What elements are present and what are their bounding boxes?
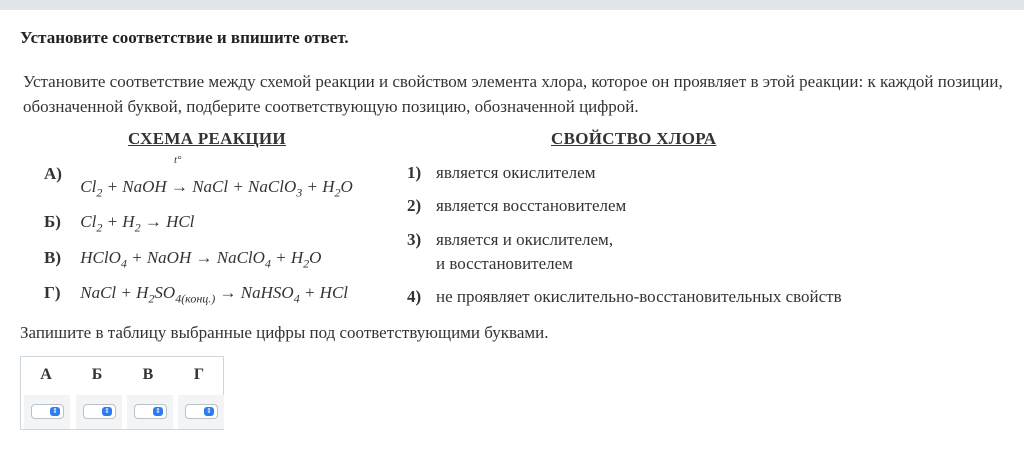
reaction-formula: $Cl_2$ + NaOH → t° NaCl + NaClO$_3$ + $H_2O$	[80, 154, 353, 200]
reaction-d	[44, 283, 348, 306]
task-description: Установите соответствие между схемой реакции и свойством элемента хлора, которое он проявляет в этой реакции: к каждой позиции, обозначенной буквой, подберите соответствующую позицию, обозначенной цифрой.	[23, 72, 1003, 116]
reaction-c	[44, 248, 321, 271]
property-number: 4)	[407, 287, 422, 306]
property-4	[407, 285, 842, 309]
answer-table	[20, 356, 224, 430]
property-text: не проявляет окислительно-восстановительных свойств	[436, 287, 842, 306]
reaction-formula: $Cl_2 + H_2$ → HCl	[80, 212, 195, 235]
answer-header-d: Г	[193, 366, 205, 383]
answer-header-c: В	[142, 366, 154, 383]
answer-cell-a	[24, 395, 70, 429]
answer-header-b: Б	[91, 366, 103, 383]
reaction-scheme-header: СХЕМА РЕАКЦИИ	[128, 129, 286, 148]
reaction-b	[44, 212, 194, 235]
reaction-a	[44, 154, 353, 200]
top-bar	[0, 0, 1024, 10]
answer-cell-d	[178, 395, 224, 429]
chevron-updown-icon: ⇕	[102, 407, 112, 416]
answer-select-b[interactable]	[83, 404, 116, 419]
instruction-text: Запишите в таблицу выбранные цифры под соответствующими буквами.	[20, 323, 549, 342]
task-title: Установите соответствие и впишите ответ.	[20, 28, 349, 47]
property-number: 2)	[407, 196, 422, 215]
property-3	[407, 228, 613, 276]
answer-select-c[interactable]	[134, 404, 167, 419]
property-text-continued: и восстановителем	[436, 254, 573, 273]
reaction-letter: А)	[44, 164, 62, 183]
answer-cell-c	[127, 395, 173, 429]
reaction-letter: Б)	[44, 212, 61, 231]
answer-header-a: А	[40, 366, 52, 383]
property-text: является окислителем	[436, 163, 596, 182]
reaction-letter: В)	[44, 248, 61, 267]
answer-select-d[interactable]	[185, 404, 218, 419]
chevron-updown-icon: ⇕	[50, 407, 60, 416]
reaction-letter: Г)	[44, 283, 61, 302]
answer-cell-b	[76, 395, 122, 429]
property-number: 3)	[407, 230, 422, 249]
chlorine-property-header: СВОЙСТВО ХЛОРА	[551, 129, 717, 148]
property-text: является и окислителем,	[436, 230, 614, 249]
property-text: является восстановителем	[436, 196, 627, 215]
property-1	[407, 161, 595, 185]
reaction-condition: t°	[173, 154, 182, 166]
answer-select-a[interactable]	[31, 404, 64, 419]
chevron-updown-icon: ⇕	[204, 407, 214, 416]
property-2	[407, 194, 626, 218]
property-number: 1)	[407, 163, 422, 182]
reaction-formula: HClO$_4$ + NaOH → NaClO$_4$ + $H_2O$	[80, 248, 322, 271]
reaction-formula: NaCl + $H_2SO_{4(конц.)}$ → NaHSO$_4$ + HCl	[80, 283, 349, 306]
chevron-updown-icon: ⇕	[153, 407, 163, 416]
